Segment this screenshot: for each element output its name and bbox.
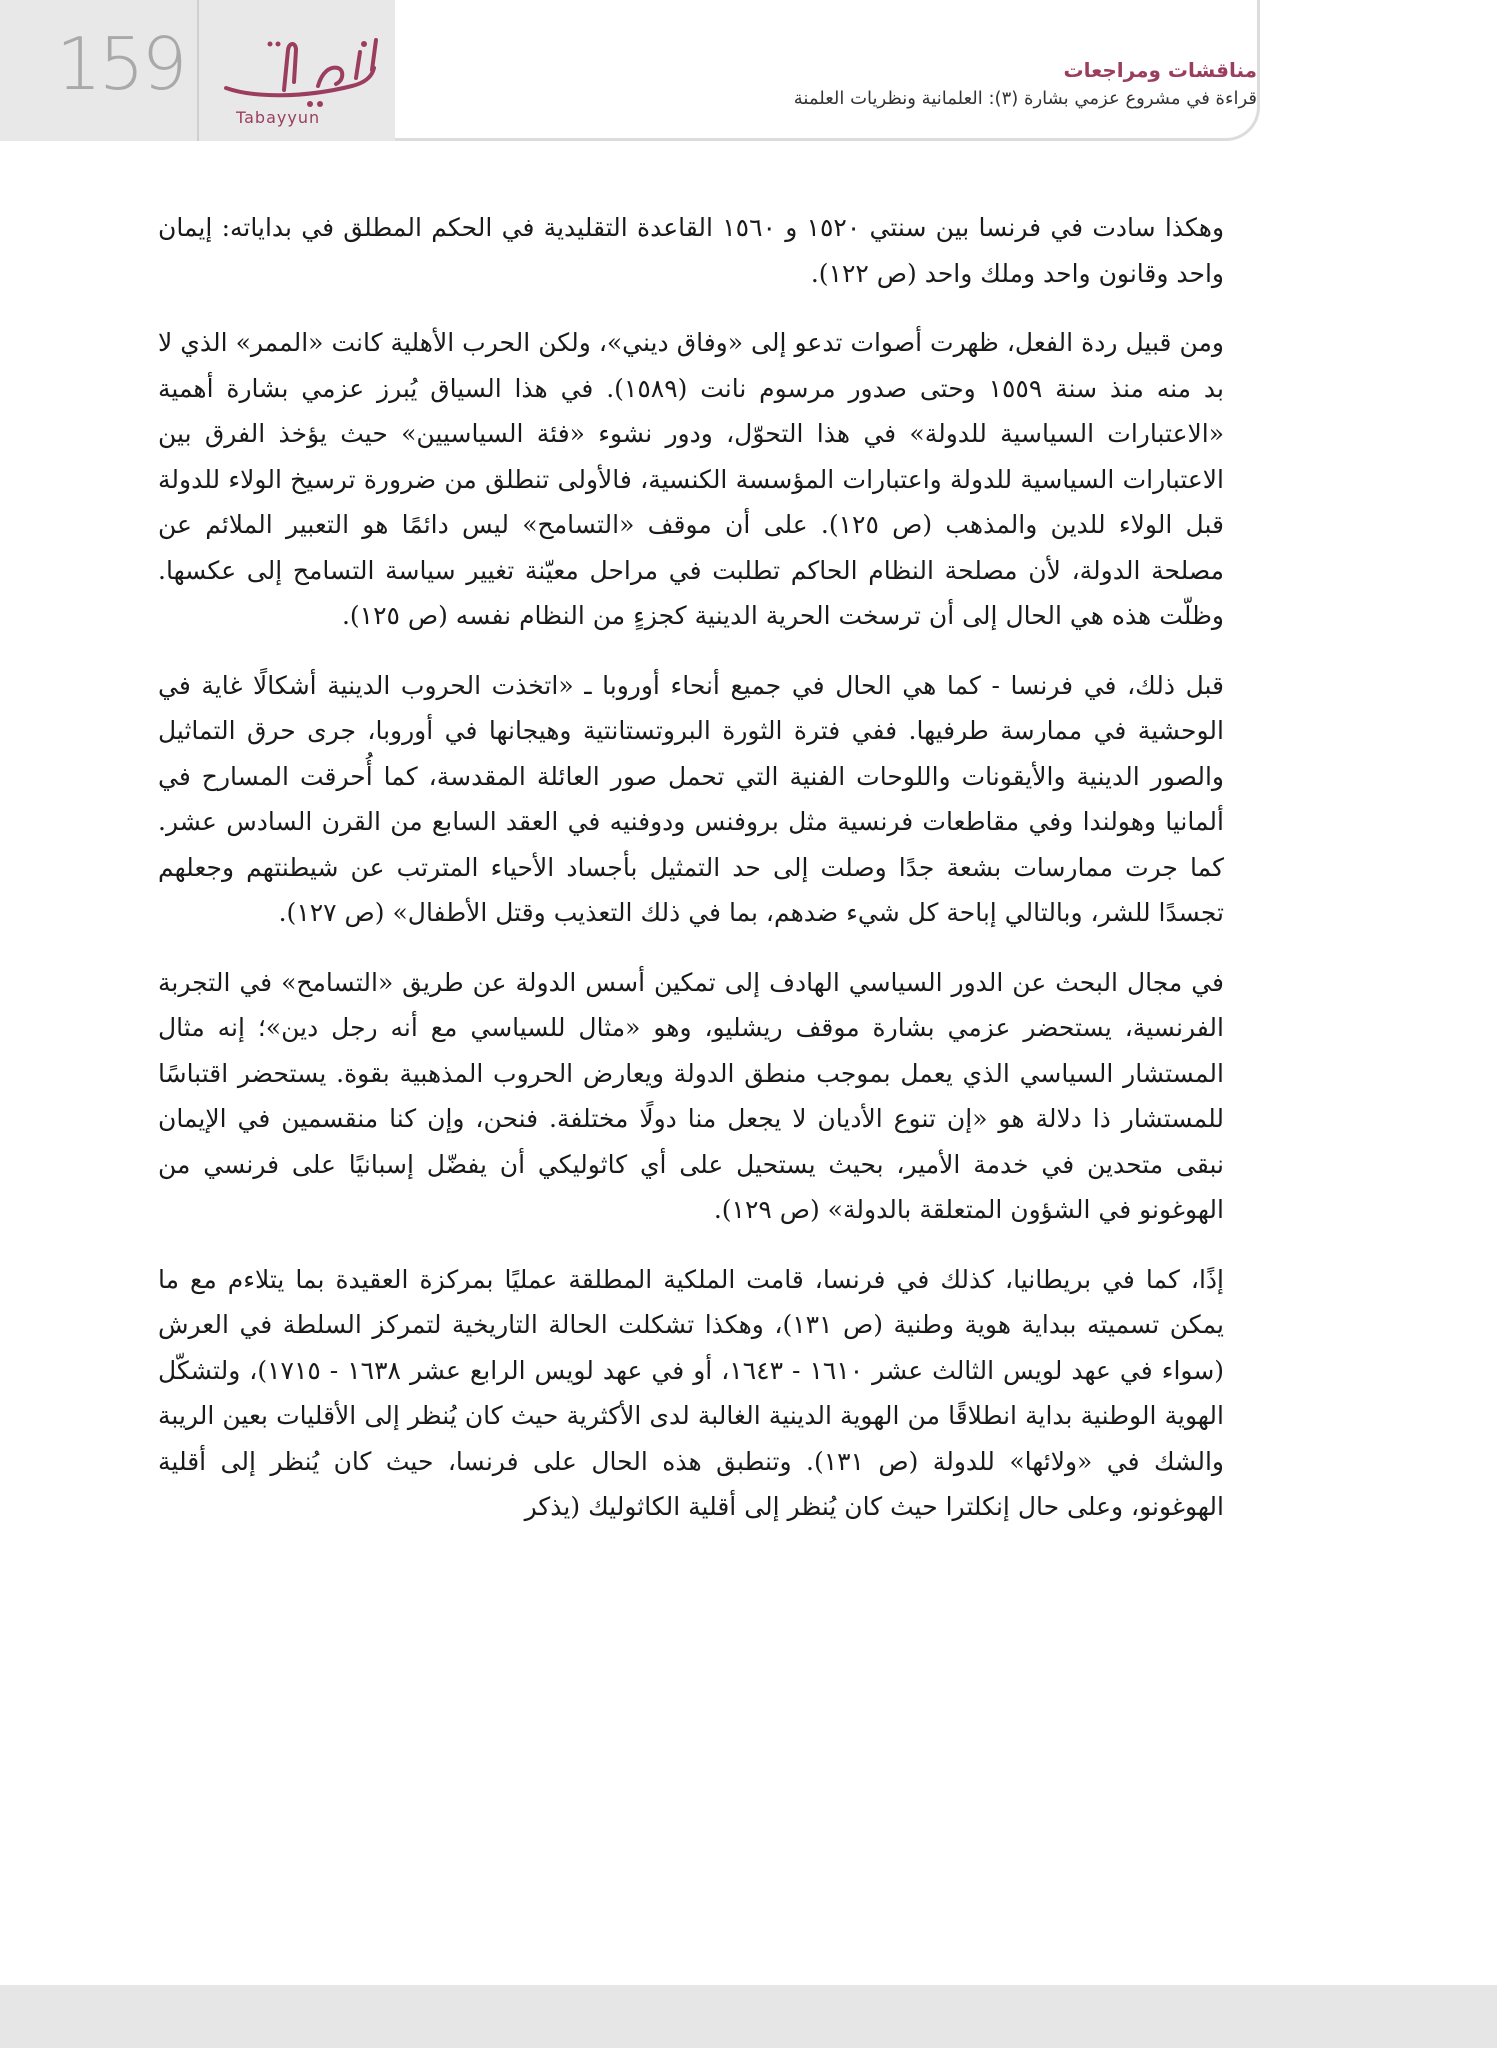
page-header (0, 0, 1497, 141)
body-paragraph-2: ومن قبيل ردة الفعل، ظهرت أصوات تدعو إلى «وفاق ديني»، ولكن الحرب الأهلية كانت «الممر» الذي لا بد منه منذ سنة ١٥٥٩ وحتى صدور مرسوم نانت (١٥٨٩). في هذا السياق يُبرز عزمي بشارة أهمية «الاعتبارات السياسية للدولة» في هذا التحوّل، ودور نشوء «فئة السياسيين» حيث يؤخذ الفرق بين الاعتبارات السياسية للدولة واعتبارات المؤسسة الكنسية، فالأولى تنطلق من ضرورة ترسيخ الولاء للدولة قبل الولاء للدين والمذهب (ص ١٢٥). على أن موقف «التسامح» ليس دائمًا هو التعبير الملائم عن مصلحة الدولة، لأن مصلحة النظام الحاكم تطلبت في مراحل معيّنة تغيير سياسة التسامح إلى عكسها. وظلّت هذه هي الحال إلى أن ترسخت الحرية الدينية كجزءٍ من النظام نفسه (ص ١٢٥). (158, 328, 1224, 630)
logo-calligraphy-icon (214, 32, 394, 112)
header-divider (197, 0, 199, 141)
body-paragraph-1: وهكذا سادت في فرنسا بين سنتي ١٥٢٠ و ١٥٦٠ القاعدة التقليدية في الحكم المطلق في بداياته: إيمان واحد وقانون واحد وملك واحد (ص ١٢٢). (158, 213, 1225, 288)
article-subtitle: قراءة في مشروع عزمي بشارة (٣): العلمانية ونظريات العلمنة (793, 88, 1257, 109)
body-paragraph-4: في مجال البحث عن الدور السياسي الهادف إلى تمكين أسس الدولة عن طريق «التسامح» في التجربة الفرنسية، يستحضر عزمي بشارة موقف ريشليو، وهو «مثال للسياسي مع أنه رجل دين»؛ إنه مثال المستشار السياسي الذي يعمل بموجب منطق الدولة ويعارض الحروب المذهبية بقوة. يستحضر اقتباسًا للمستشار ذا دلالة هو «إن تنوع الأديان لا يجعل منا دولًا مختلفة. فنحن، وإن كنا منقسمين في الإيمان نبقى متحدين في خدمة الأمير، بحيث يستحيل على أي كاثوليكي أن يفضّل إسبانيًا على فرنسي من الهوغونو في الشؤون المتعلقة بالدولة» (ص ١٢٩). (158, 967, 1224, 1224)
page-number: 159 (56, 22, 185, 106)
article-body (158, 205, 1224, 1554)
logo-latin-text: Tabayyun (236, 108, 321, 127)
tabayyun-logo-icon (214, 32, 394, 132)
page-footer (0, 1985, 1497, 2048)
body-paragraph-3: قبل ذلك، في فرنسا - كما هي الحال في جميع أنحاء أوروبا ـ «اتخذت الحروب الدينية أشكالًا غاية في الوحشية في ممارسة طرفيها. ففي فترة الثورة البروتستانتية وهيجانها في أوروبا، جرى حرق التماثيل والصور الدينية والأيقونات واللوحات الفنية التي تحمل صور العائلة المقدسة، كما أُحرقت المسارح في ألمانيا وهولندا وفي مقاطعات فرنسية مثل بروفنس ودوفنيه في العقد السابع من القرن السادس عشر. كما جرت ممارسات بشعة جدًا وصلت إلى حد التمثيل بأجساد الأحياء المترتب عن شيطنتهم وجعلهم تجسدًا للشر، وبالتالي إباحة كل شيء ضدهم، بما في ذلك التعذيب وقتل الأطفال» (ص ١٢٧). (158, 670, 1225, 927)
body-paragraph-5: إذًا، كما في بريطانيا، كذلك في فرنسا، قامت الملكية المطلقة عمليًا بمركزة العقيدة بما يتلاءم مع ما يمكن تسميته ببداية هوية وطنية (ص ١٣١)، وهكذا تشكلت الحالة التاريخية لتمركز السلطة في العرش (سواء في عهد لويس الثالث عشر ١٦١٠ - ١٦٤٣، أو في عهد لويس الرابع عشر ١٦٣٨ - ١٧١٥)، ولتشكّل الهوية الوطنية بداية انطلاقًا من الهوية الدينية الغالبة لدى الأكثرية حيث كان يُنظر إلى الأقليات بعين الريبة والشك في «ولائها» للدولة (ص ١٣١). وتنطبق هذه الحال على فرنسا، حيث كان يُنظر إلى أقلية الهوغونو، وعلى حال إنكلترا حيث كان يُنظر إلى أقلية الكاثوليك (يذكر (158, 1264, 1225, 1521)
section-title: مناقشات ومراجعات (1063, 58, 1257, 82)
